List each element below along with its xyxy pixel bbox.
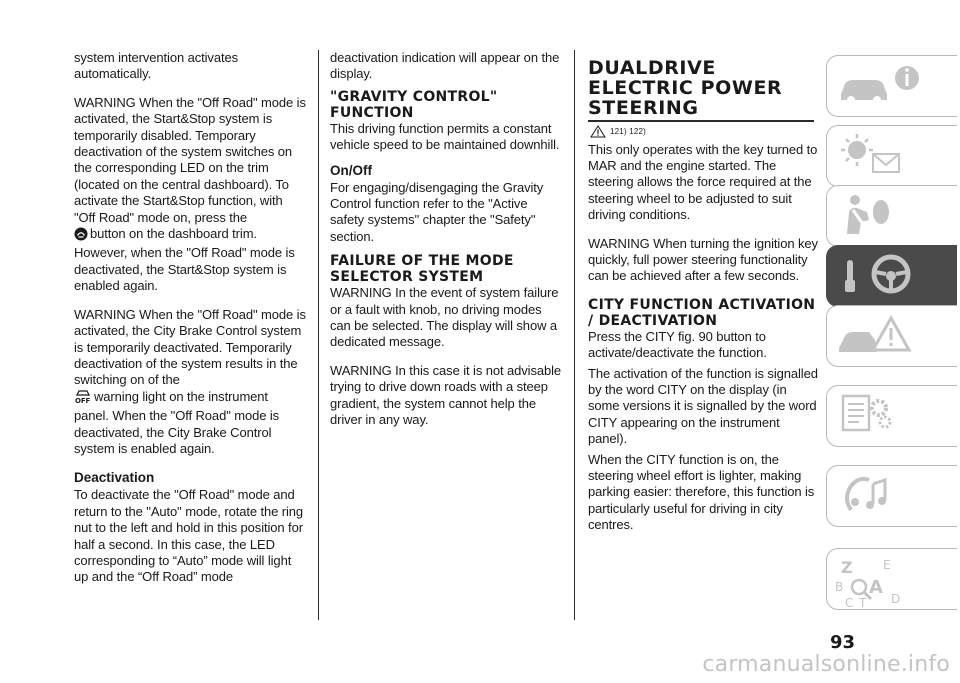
heading-gravity-control: "GRAVITY CONTROL" FUNCTION <box>330 88 498 121</box>
paragraph-failure-warning: WARNING In the event of system failure or a fault with knob, no driving modes can be selected. The display will show a dedicated message. <box>330 285 559 350</box>
safety-airbag-icon <box>833 190 943 240</box>
index-letter-a: A <box>869 577 883 598</box>
key-steering-wheel-icon <box>833 250 943 300</box>
start-stop-warning-text-2: button on the dashboard trim. However, when the "Off Road" mode is deactivated, the Start&Stop system is enabled again. <box>74 226 295 294</box>
city-brake-warning-text-2: warning light on the instrument panel. When the "Off Road" mode is deactivated, the City Brake Control system is enabled again. <box>74 388 280 456</box>
warning-references <box>588 122 820 140</box>
car-info-icon <box>833 60 943 110</box>
heading-failure-mode-selector: FAILURE OF THE MODE SELECTOR SYSTEM <box>330 253 514 286</box>
heading-on-off: On/Off <box>330 162 372 178</box>
index-letter-z: Z <box>841 558 853 577</box>
city-brake-off-label: OFF <box>75 396 91 404</box>
emergency-triangle-icon <box>833 310 943 360</box>
chapter-tab-maintenance[interactable] <box>826 385 957 447</box>
watermark: carmanualsonline.info <box>702 652 950 677</box>
column-2 <box>330 50 562 441</box>
heading-deactivation: Deactivation <box>74 470 155 486</box>
city-brake-off-icon <box>74 389 92 408</box>
maintenance-icon <box>833 390 943 440</box>
lights-messages-icon <box>833 130 943 180</box>
index-letter-c: C <box>845 596 854 609</box>
index-letter-e: E <box>883 558 891 572</box>
paragraph-city-brake-warning <box>74 307 306 458</box>
paragraph-gradient-warning: WARNING In this case it is not advisable trying to drive down roads with a steep gradient, the system cannot help the driver in any way. <box>330 362 562 428</box>
column-divider-1 <box>318 50 319 620</box>
chapter-tab-starting-driving[interactable] <box>826 245 957 307</box>
warning-triangle-icon <box>590 125 606 138</box>
paragraph-city-button: Press the CITY fig. 90 button to activate/deactivate the function. <box>588 328 767 361</box>
paragraph-deactivation: To deactivate the "Off Road" mode and return to the "Auto" mode, rotate the ring nut to the left and hold in this position for half a second. In this case, the LED corresponding to “Auto” mode will light up and the “Off Road” mode <box>74 487 304 585</box>
warning-ref-numbers: 121) 122) <box>610 126 647 136</box>
index-letters-icon <box>833 553 943 609</box>
chapter-tab-index[interactable] <box>826 548 957 610</box>
chapter-tab-safety[interactable] <box>826 185 957 247</box>
paragraph-continuation: system intervention activates automatically. <box>74 50 239 82</box>
column-3 <box>588 50 820 538</box>
chapter-tab-lights-messages[interactable] <box>826 125 957 187</box>
paragraph-ignition-warning: WARNING When turning the ignition key quickly, full power steering functionality can be achieved after a few seconds. <box>588 235 818 284</box>
paragraph-city-signal: The activation of the function is signalled by the word CITY on the display (in some versions it is signalled by the word CITY appearing on the instrument panel). <box>588 365 818 447</box>
paragraph-gravity-control: This driving function permits a constant vehicle speed to be maintained downhill. <box>330 120 560 153</box>
heading-city-function: CITY FUNCTION ACTIVATION / DEACTIVATION <box>588 296 816 329</box>
paragraph-on-off: For engaging/disengaging the Gravity Control function refer to the "Active safety systems" chapter the "Safety" section. <box>330 179 544 244</box>
paragraph-city-on: When the CITY function is on, the steering wheel effort is lighter, making parking easier: therefore, this function is particularly useful for driving in city centres. <box>588 451 815 533</box>
index-letter-t: T <box>859 596 867 609</box>
city-brake-warning-text: WARNING When the "Off Road" mode is activated, the City Brake Control system is temporarily deactivated. Temporarily deactivation of the system results in the switching on of the <box>74 306 306 388</box>
paragraph-power-steering: This only operates with the key turned to MAR and the engine started. The steering allows the force required at the steering wheel to be adjusted to suit driving conditions. <box>588 141 818 223</box>
column-divider-2 <box>574 50 575 620</box>
index-letter-d: D <box>891 592 901 606</box>
chapter-tab-emergency[interactable] <box>826 305 957 367</box>
start-stop-warning-text: WARNING When the "Off Road" mode is activated, the Start&Stop system is temporarily disabled. Temporary deactivation of the system switches on the corresponding LED on the trim (located on the central dashboard). To activate the Start&Stop function, with "Off Road" mode on, press the <box>74 94 306 225</box>
page-number: 93 <box>830 632 856 653</box>
index-letter-b: B <box>835 580 844 594</box>
section-title: DUALDRIVE ELECTRIC POWER STEERING <box>588 57 783 119</box>
chapter-tab-multimedia[interactable] <box>826 465 957 527</box>
multimedia-icon <box>833 470 943 520</box>
column-1 <box>74 50 306 598</box>
chapter-tab-car-info[interactable] <box>826 55 957 117</box>
paragraph-continuation-2: deactivation indication will appear on the display. <box>330 50 560 82</box>
off-road-button-icon <box>74 227 88 245</box>
paragraph-start-stop-warning <box>74 95 306 295</box>
